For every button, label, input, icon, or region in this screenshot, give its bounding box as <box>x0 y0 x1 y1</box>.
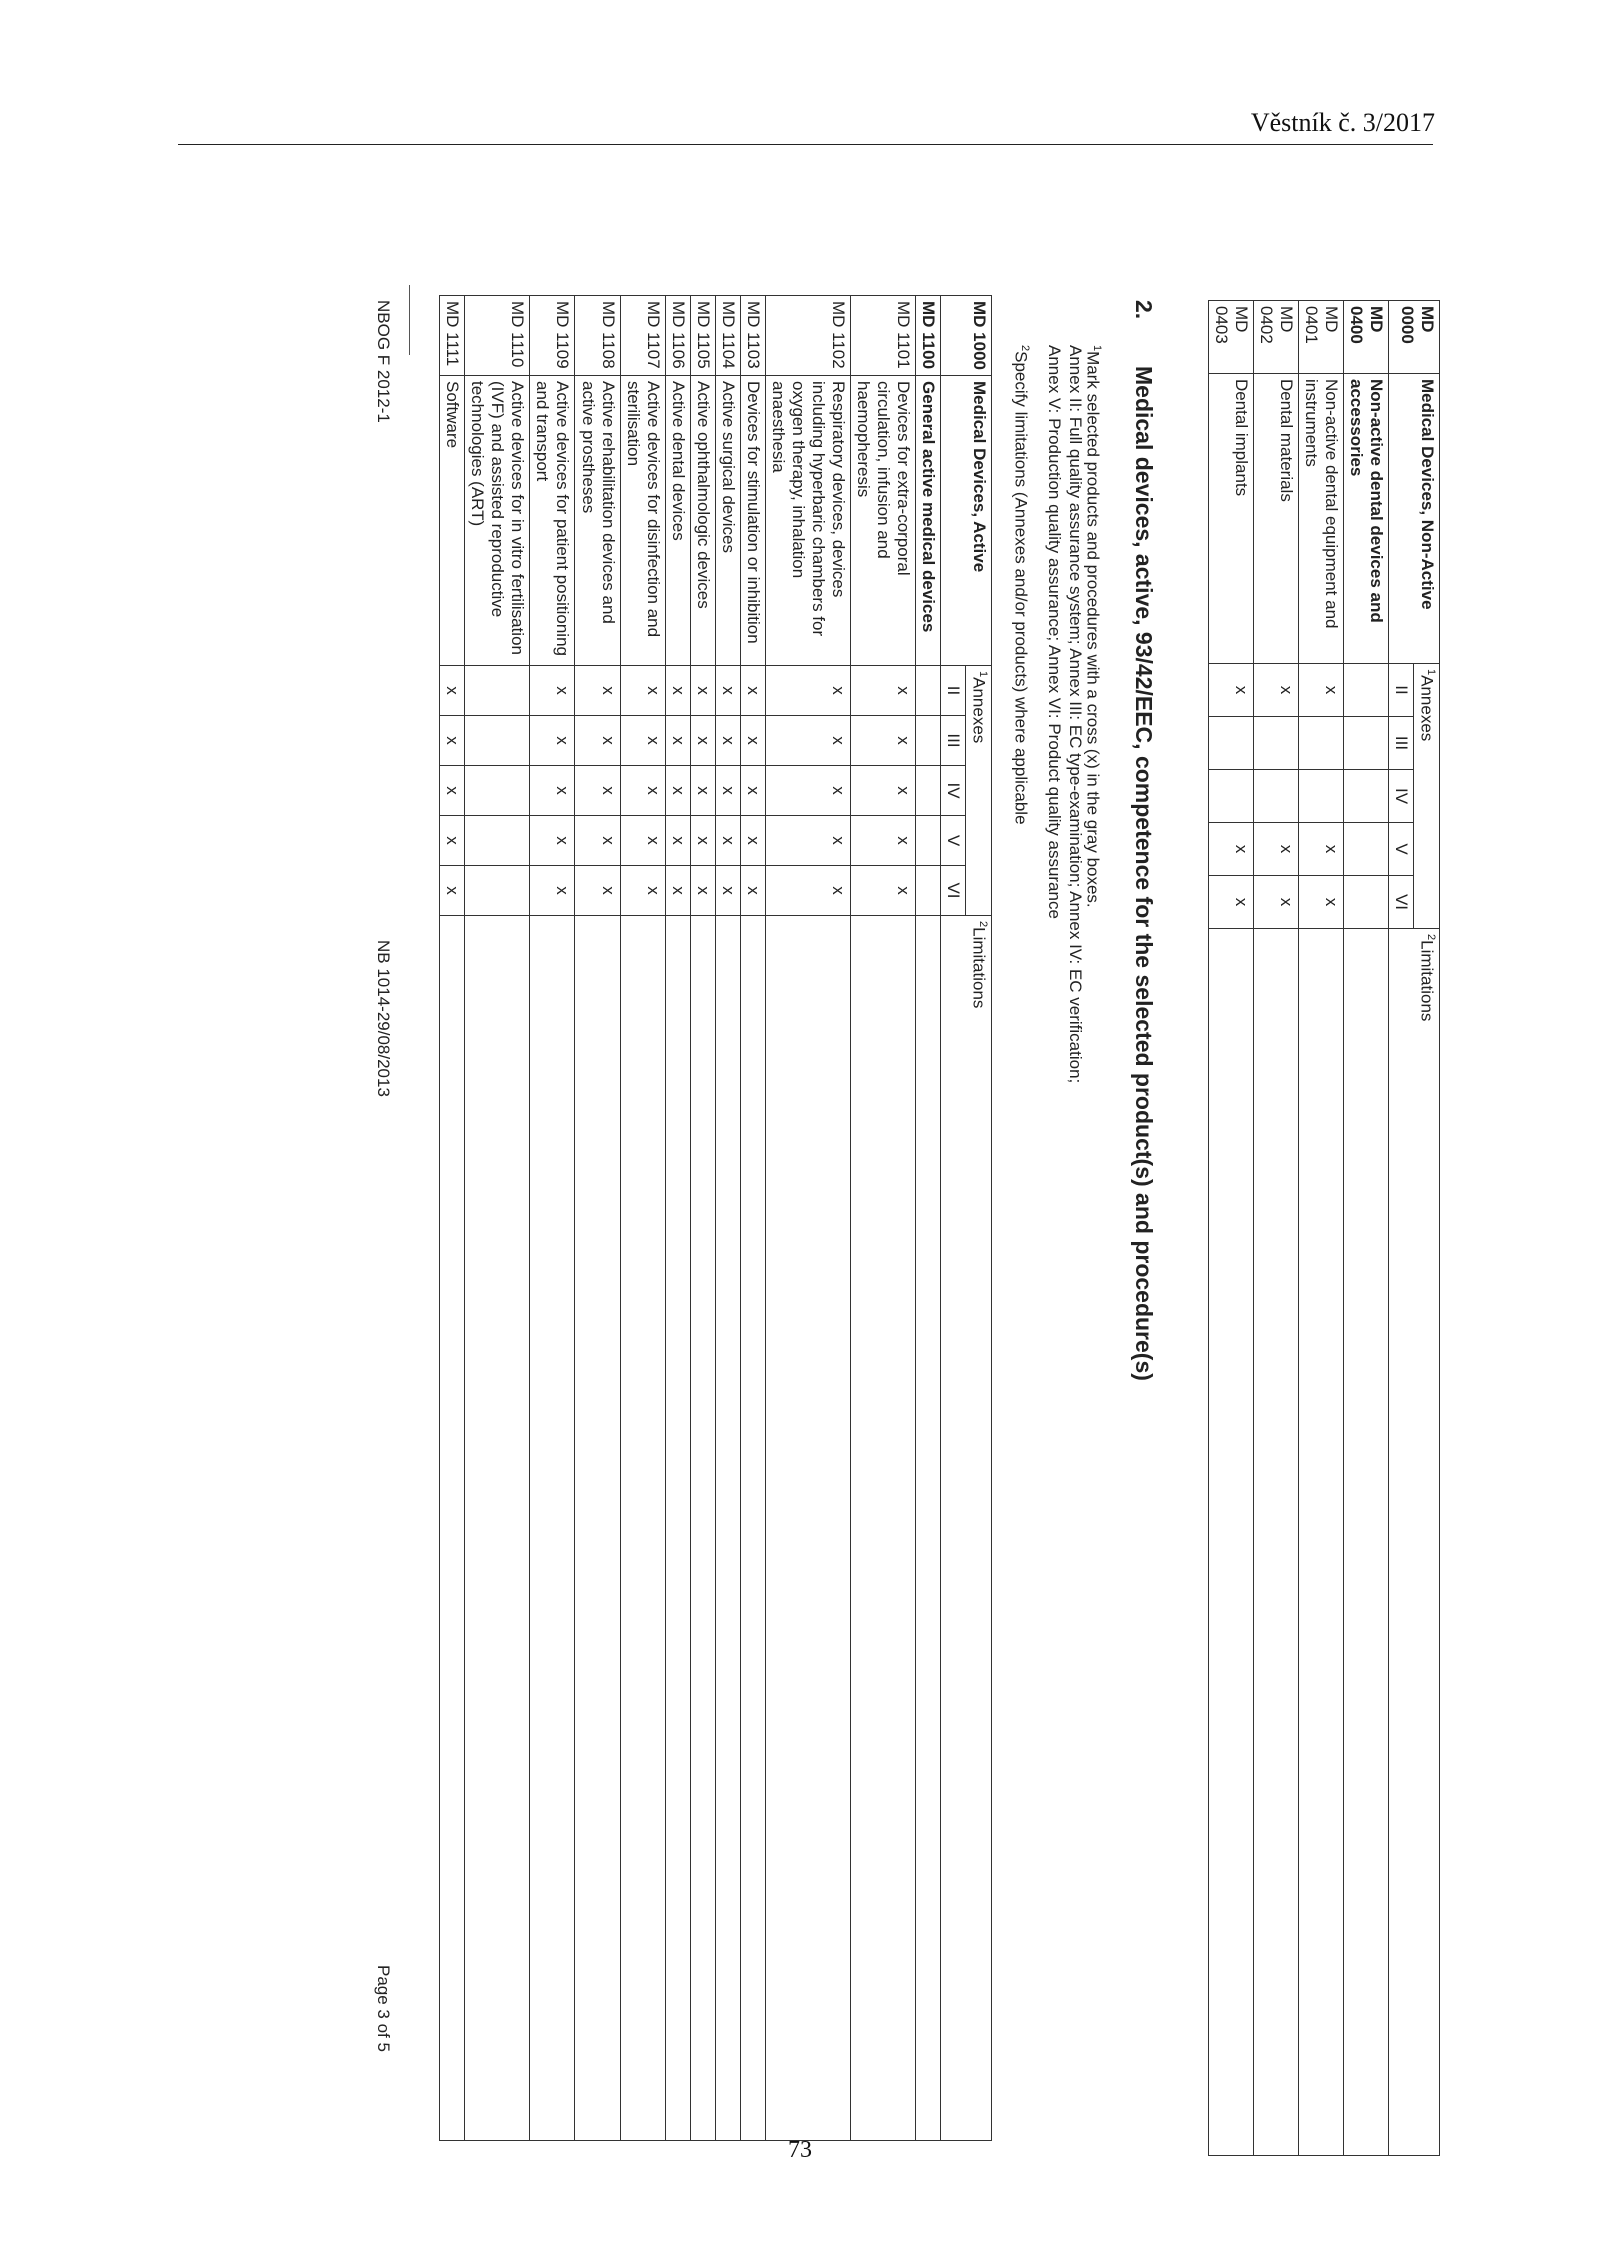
section-2-title <box>1130 300 1157 1381</box>
annex-checkbox[interactable]: x <box>665 666 690 716</box>
annex-checkbox[interactable]: x <box>530 766 575 816</box>
annex-checkbox[interactable]: x <box>715 866 740 916</box>
device-code: MD 1111 <box>440 296 465 376</box>
device-description: Software <box>440 376 465 666</box>
device-description: Dental implants <box>1208 374 1253 664</box>
limitations-cell[interactable] <box>465 916 530 2141</box>
annex-checkbox[interactable] <box>1344 876 1389 929</box>
device-description: General active medical devices <box>916 376 941 666</box>
annex-checkbox[interactable]: x <box>765 816 850 866</box>
footer-rule <box>409 285 410 355</box>
annex-checkbox[interactable]: x <box>440 666 465 716</box>
annex-column-header: V <box>941 816 966 866</box>
annex-checkbox[interactable]: x <box>1299 664 1344 717</box>
table-row <box>465 296 530 2141</box>
device-description: Active devices for in vitro fertilisation (IVF) and assisted reproductive technologies (ART) <box>465 376 530 666</box>
annex-checkbox[interactable]: x <box>690 666 715 716</box>
device-description: Active devices for disinfection and sterilisation <box>620 376 665 666</box>
limitations-cell[interactable] <box>851 916 916 2141</box>
limitations-cell[interactable] <box>1344 929 1389 2156</box>
table-row <box>620 296 665 2141</box>
annex-checkbox[interactable] <box>1299 717 1344 770</box>
annex-checkbox[interactable]: x <box>740 866 765 916</box>
table-row <box>530 296 575 2141</box>
limitations-cell[interactable] <box>440 916 465 2141</box>
header-rule <box>178 144 1433 145</box>
annex-checkbox[interactable]: x <box>765 666 850 716</box>
table-row <box>440 296 465 2141</box>
annex-checkbox[interactable]: x <box>575 666 620 716</box>
annex-checkbox[interactable] <box>1344 717 1389 770</box>
note-annex-v-vi: Annex V: Production quality assurance; Annex VI: Product quality assurance <box>1045 345 1064 919</box>
annex-checkbox[interactable]: x <box>715 766 740 816</box>
annex-checkbox[interactable] <box>465 666 530 716</box>
annex-checkbox[interactable]: x <box>690 816 715 866</box>
annex-checkbox[interactable]: x <box>440 866 465 916</box>
limitations-cell[interactable] <box>1208 929 1253 2156</box>
table-row <box>851 296 916 2141</box>
table-row <box>665 296 690 2141</box>
annex-checkbox[interactable]: x <box>665 866 690 916</box>
annex-checkbox[interactable]: x <box>851 666 916 716</box>
footer-form-id: NBOG F 2012-1 <box>374 300 393 423</box>
device-code: MD 1106 <box>665 296 690 376</box>
annex-checkbox[interactable]: x <box>665 766 690 816</box>
header-annexes: $^1$Annexes <box>1414 664 1440 929</box>
annex-checkbox[interactable] <box>1344 664 1389 717</box>
annex-column-header: VI <box>1389 876 1414 929</box>
device-description: Active dental devices <box>665 376 690 666</box>
header-code: MD 1000 <box>941 296 992 376</box>
annex-checkbox[interactable]: x <box>665 816 690 866</box>
device-description: Non-active dental devices and accessories <box>1344 374 1389 664</box>
annex-checkbox[interactable]: x <box>530 816 575 866</box>
device-code: MD 1103 <box>740 296 765 376</box>
annex-checkbox[interactable]: x <box>1253 876 1298 929</box>
device-code: MD 1101 <box>851 296 916 376</box>
table-row <box>740 296 765 2141</box>
device-code: MD 0400 <box>1344 301 1389 374</box>
annex-checkbox[interactable]: x <box>765 716 850 766</box>
table-row <box>1253 301 1298 2156</box>
annex-column-header: IV <box>941 766 966 816</box>
table-row <box>916 296 941 2141</box>
annex-checkbox[interactable]: x <box>740 816 765 866</box>
limitations-cell[interactable] <box>620 916 665 2141</box>
annex-checkbox[interactable] <box>1344 770 1389 823</box>
annex-checkbox[interactable]: x <box>1299 876 1344 929</box>
annex-column-header: II <box>941 666 966 716</box>
note-limitations: $^2$Specify limitations (Annexes and/or products) where applicable <box>1011 345 1031 825</box>
device-code: MD 1109 <box>530 296 575 376</box>
device-description: Active ophthalmologic devices <box>690 376 715 666</box>
device-description: Devices for extra-corporal circulation, infusion and haemopheresis <box>851 376 916 666</box>
note-annex-ii-iv: Annex II: Full quality assurance system; Annex III: EC type-examination; Annex IV: EC verification; <box>1066 345 1085 1084</box>
device-code: MD 1110 <box>465 296 530 376</box>
section-title-text: Medical devices, active, 93/42/EEC, competence for the selected product(s) and procedure(s) <box>1131 366 1157 1381</box>
annex-checkbox[interactable]: x <box>440 816 465 866</box>
annex-checkbox[interactable]: x <box>851 716 916 766</box>
annex-checkbox[interactable]: x <box>440 766 465 816</box>
annex-checkbox[interactable]: x <box>690 866 715 916</box>
limitations-cell[interactable] <box>1253 929 1298 2156</box>
device-code: MD 1108 <box>575 296 620 376</box>
device-description: Respiratory devices, devices including hyperbaric chambers for oxygen therapy, inhalation anaesthesia <box>765 376 850 666</box>
annex-column-header: III <box>941 716 966 766</box>
annex-checkbox[interactable] <box>916 716 941 766</box>
annex-checkbox[interactable]: x <box>1208 664 1253 717</box>
annex-column-header: III <box>1389 717 1414 770</box>
annex-column-header: V <box>1389 823 1414 876</box>
annex-checkbox[interactable] <box>465 716 530 766</box>
annex-column-header: II <box>1389 664 1414 717</box>
annex-checkbox[interactable]: x <box>1253 664 1298 717</box>
annex-checkbox[interactable]: x <box>575 816 620 866</box>
annex-checkbox[interactable]: x <box>690 716 715 766</box>
table-row <box>690 296 715 2141</box>
device-description: Dental materials <box>1253 374 1298 664</box>
table-header-row <box>966 296 992 2141</box>
device-description: Active rehabilitation devices and active prostheses <box>575 376 620 666</box>
table-row <box>715 296 740 2141</box>
annex-checkbox[interactable]: x <box>851 816 916 866</box>
annex-checkbox[interactable] <box>1208 770 1253 823</box>
annex-checkbox[interactable]: x <box>1208 876 1253 929</box>
limitations-cell[interactable] <box>575 916 620 2141</box>
annex-checkbox[interactable]: x <box>575 866 620 916</box>
limitations-cell[interactable] <box>1299 929 1344 2156</box>
annex-checkbox[interactable]: x <box>715 716 740 766</box>
header-category: Medical Devices, Non-Active <box>1389 374 1440 664</box>
annex-checkbox[interactable]: x <box>1253 823 1298 876</box>
device-code: MD 1100 <box>916 296 941 376</box>
non-active-devices-table <box>1208 300 1440 2156</box>
annex-checkbox[interactable]: x <box>620 666 665 716</box>
limitations-cell[interactable] <box>740 916 765 2141</box>
table-row <box>1344 301 1389 2156</box>
table-row <box>1299 301 1344 2156</box>
device-description: Devices for stimulation or inhibition <box>740 376 765 666</box>
section-number: 2. <box>1131 300 1157 320</box>
annex-checkbox[interactable] <box>916 666 941 716</box>
annex-checkbox[interactable]: x <box>765 766 850 816</box>
annex-checkbox[interactable] <box>916 866 941 916</box>
header-category: Medical Devices, Active <box>941 376 992 666</box>
device-code: MD 1102 <box>765 296 850 376</box>
annex-checkbox[interactable]: x <box>690 766 715 816</box>
device-code: MD 1107 <box>620 296 665 376</box>
annex-checkbox[interactable]: x <box>620 816 665 866</box>
page-header: Věstník č. 3/2017 <box>1250 108 1435 137</box>
annex-checkbox[interactable]: x <box>575 716 620 766</box>
page-number: 73 <box>788 2137 812 2163</box>
annex-checkbox[interactable]: x <box>715 816 740 866</box>
annex-checkbox[interactable]: x <box>440 716 465 766</box>
device-description: Active surgical devices <box>715 376 740 666</box>
header-code: MD 0000 <box>1389 301 1440 374</box>
annex-checkbox[interactable]: x <box>1208 823 1253 876</box>
limitations-cell[interactable] <box>665 916 690 2141</box>
annex-checkbox[interactable] <box>1299 770 1344 823</box>
limitations-cell[interactable] <box>765 916 850 2141</box>
annex-checkbox[interactable]: x <box>851 866 916 916</box>
annex-column-header: VI <box>941 866 966 916</box>
note-mark-instructions: $^1$Mark selected products and procedures with a cross (x) in the gray boxes. <box>1083 345 1103 908</box>
annex-checkbox[interactable]: x <box>620 716 665 766</box>
annex-checkbox[interactable]: x <box>851 766 916 816</box>
limitations-cell[interactable] <box>690 916 715 2141</box>
header-limitations: $^2$Limitations <box>1389 929 1440 2156</box>
footer-nb-reference: NB 1014-29/08/2013 <box>374 940 393 1097</box>
annex-checkbox[interactable] <box>1344 823 1389 876</box>
device-description: Active devices for patient positioning and transport <box>530 376 575 666</box>
limitations-cell[interactable] <box>715 916 740 2141</box>
table-row <box>1208 301 1253 2156</box>
header-annexes: $^1$Annexes <box>966 666 992 916</box>
annex-checkbox[interactable]: x <box>620 766 665 816</box>
annex-checkbox[interactable] <box>465 866 530 916</box>
annex-checkbox[interactable]: x <box>765 866 850 916</box>
device-code: MD 0403 <box>1208 301 1253 374</box>
annex-checkbox[interactable]: x <box>530 716 575 766</box>
device-code: MD 1104 <box>715 296 740 376</box>
annex-checkbox[interactable] <box>1253 770 1298 823</box>
annex-column-header: IV <box>1389 770 1414 823</box>
annex-checkbox[interactable]: x <box>715 666 740 716</box>
table-row <box>575 296 620 2141</box>
annex-checkbox[interactable]: x <box>740 716 765 766</box>
annex-checkbox[interactable]: x <box>530 666 575 716</box>
active-devices-table <box>439 295 992 2141</box>
limitations-cell[interactable] <box>916 916 941 2141</box>
footer-page-count: Page 3 of 5 <box>374 1965 393 2052</box>
rotated-form-page <box>280 300 1440 2100</box>
annex-checkbox[interactable]: x <box>620 866 665 916</box>
device-code: MD 0402 <box>1253 301 1298 374</box>
annex-checkbox[interactable] <box>1208 717 1253 770</box>
annex-checkbox[interactable]: x <box>1299 823 1344 876</box>
device-description: Non-active dental equipment and instruments <box>1299 374 1344 664</box>
header-limitations: $^2$Limitations <box>941 916 992 2141</box>
device-code: MD 1105 <box>690 296 715 376</box>
annex-checkbox[interactable] <box>916 766 941 816</box>
annex-checkbox[interactable]: x <box>665 716 690 766</box>
table-row <box>765 296 850 2141</box>
table-header-row <box>1414 301 1440 2156</box>
annex-checkbox[interactable] <box>465 816 530 866</box>
annex-checkbox[interactable]: x <box>740 766 765 816</box>
annex-checkbox[interactable] <box>1253 717 1298 770</box>
annex-checkbox[interactable] <box>465 766 530 816</box>
limitations-cell[interactable] <box>530 916 575 2141</box>
annex-checkbox[interactable]: x <box>740 666 765 716</box>
device-code: MD 0401 <box>1299 301 1344 374</box>
annex-checkbox[interactable]: x <box>575 766 620 816</box>
annex-checkbox[interactable] <box>916 816 941 866</box>
annex-checkbox[interactable]: x <box>530 866 575 916</box>
